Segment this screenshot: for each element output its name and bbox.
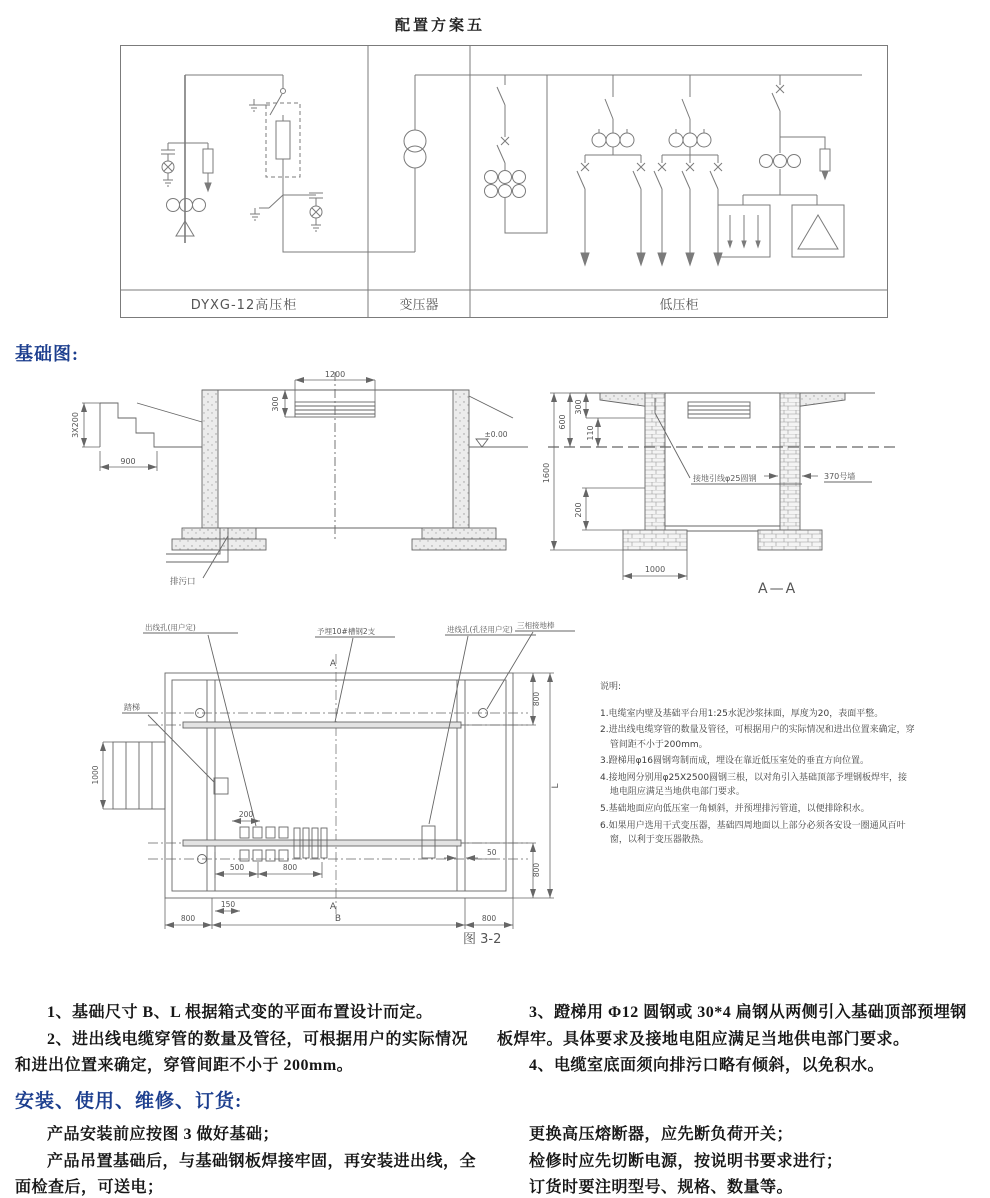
dim-1000: 1000 xyxy=(644,565,666,574)
dim-300: 300 xyxy=(271,396,280,412)
body-note-paragraph: 3、蹬梯用 Φ12 圆钢或 30*4 扁钢从两侧引入基础顶部预埋钢板焊牢。具体要求及接地电阻应满足当地供电部门要求。 xyxy=(497,1004,967,1048)
dim-800-right-bottom: 800 xyxy=(532,862,541,878)
scheme-diagram xyxy=(120,45,888,323)
plan-note-item: 1.电缆室内壁及基础平台用1:25水泥沙浆抹面，厚度为20，表面平整。 xyxy=(600,708,884,719)
aa-texts xyxy=(542,399,855,597)
marker-A-top: A xyxy=(329,659,337,669)
dim-1600: 1600 xyxy=(542,462,551,484)
section-linework xyxy=(100,372,528,578)
dim-200: 200 xyxy=(238,810,254,819)
foundation-plan-drawing xyxy=(88,612,593,967)
dim-800-bottom-right: 800 xyxy=(481,914,497,923)
body-note-paragraph: 4、电缆室底面须向排污口略有倾斜，以免积水。 xyxy=(529,1057,885,1075)
dim-800-right-top: 800 xyxy=(532,691,541,707)
install-paragraph: 更换高压熔断器，应先断负荷开关； xyxy=(529,1126,794,1143)
section-dim-texts xyxy=(71,370,508,587)
install-text-columns xyxy=(15,1122,977,1198)
plan-linework xyxy=(113,631,575,914)
scheme-svg xyxy=(120,45,888,318)
wall-370-label: 370号墙 xyxy=(824,472,856,481)
dim-800: 800 xyxy=(282,863,298,872)
foundation-body-notes xyxy=(15,1000,977,1080)
dim-3x200: 3X200 xyxy=(71,412,80,438)
lv-cabinet-schematic xyxy=(485,75,845,265)
dim-B: B xyxy=(334,914,342,924)
dim-50: 50 xyxy=(487,848,497,857)
plan-notes-heading: 说明: xyxy=(600,682,622,692)
dim-L: L xyxy=(551,783,561,789)
plan-note-item: 5.基础地面应向低压室一角倾斜，并预埋排污管道，以便排除积水。 xyxy=(600,804,870,815)
scheme-labels xyxy=(191,297,699,313)
plan-note-item: 2.进出线电缆穿管的数量及管径，可根据用户的实际情况和进出位置来确定，穿管间距不小于200mm。 xyxy=(600,725,915,750)
hv-cabinet-label: DYXG-12高压柜 xyxy=(190,298,298,313)
dim-110: 110 xyxy=(586,425,595,441)
dim-600: 600 xyxy=(558,414,567,430)
page-title: 配置方案五 xyxy=(394,18,485,34)
foundation-heading: 基础图: xyxy=(15,344,79,364)
drain-label: 排污口 xyxy=(170,577,196,587)
install-paragraph: 订货时要注明型号、规格、数量等。 xyxy=(529,1179,794,1197)
plan-note-item: 6.如果用户选用干式变压器，基础四周地面以上部分必须各安设一圈通风百叶窗，以利于变压器散热。 xyxy=(600,820,906,846)
install-paragraph: 产品安装前应按图 3 做好基础； xyxy=(47,1126,280,1143)
body-note-paragraph: 1、基础尺寸 B、L 根据箱式变的平面布置设计而定。 xyxy=(47,1004,433,1021)
section-aa-caption: A—A xyxy=(758,581,798,597)
lv-cabinet-label: 低压柜 xyxy=(659,298,699,313)
dim-200: 200 xyxy=(574,502,583,518)
body-notes-left-column xyxy=(15,1000,483,1080)
aa-dimensions xyxy=(550,393,818,580)
transformer-label: 变压器 xyxy=(399,298,439,313)
section-aa-svg xyxy=(540,378,905,603)
dim-150: 150 xyxy=(220,900,236,909)
dim-800-bottom-left: 800 xyxy=(180,914,196,923)
install-right-column xyxy=(497,1122,975,1198)
install-heading: 安装、使用、维修、订货: xyxy=(15,1091,243,1112)
body-notes-right-column xyxy=(497,1000,975,1080)
dim-1000: 1000 xyxy=(91,765,100,785)
install-paragraph: 产品吊置基础后，与基础钢板焊接牢固，再安装进出线，全面检查后，可送电； xyxy=(15,1152,477,1197)
install-left-column xyxy=(15,1122,483,1198)
ladder-label: 踏梯 xyxy=(124,703,140,712)
ground-rod-label: 三相接地棒 xyxy=(517,621,555,630)
marker-A-bottom: A xyxy=(329,902,337,912)
hv-cabinet-schematic xyxy=(161,75,415,252)
dim-900: 900 xyxy=(120,457,136,466)
figure-caption: 图 3-2 xyxy=(463,932,502,947)
ground-wire-label: 接地引线φ25圆钢 xyxy=(693,474,757,483)
dim-1200: 1200 xyxy=(324,370,346,379)
outlet-hole-label: 出线孔(用户定) xyxy=(145,623,196,632)
scheme-frame xyxy=(121,45,888,318)
plan-note-item: 4.接地网分别用φ25X2500圆钢三根，以对角引入基础顶部予埋钢板焊牢，接地电阻应满足当地供电部门要求。 xyxy=(600,772,908,798)
foundation-section-drawing xyxy=(70,368,530,608)
plan-notes xyxy=(600,680,915,850)
foundation-plan-svg xyxy=(88,612,593,962)
foundation-section-svg xyxy=(70,368,530,603)
plan-note-item: 3.蹬梯用φ16圆钢弯制而成，埋设在靠近低压室处的垂直方向位置。 xyxy=(600,756,869,767)
body-note-paragraph: 2、进出线电缆穿管的数量及管径，可根据用户的实际情况和进出位置来确定，穿管间距不小于 200mm。 xyxy=(15,1030,469,1075)
channel-steel-label: 予埋10#槽钢2支 xyxy=(317,627,376,636)
dim-300: 300 xyxy=(574,399,583,415)
dim-500: 500 xyxy=(229,863,245,872)
elevation-mark: ±0.00 xyxy=(484,430,508,439)
section-aa-drawing xyxy=(540,378,905,608)
transformer-schematic xyxy=(404,75,862,252)
install-paragraph: 检修时应先切断电源，按说明书要求进行； xyxy=(529,1152,843,1170)
inlet-hole-label: 进线孔(孔径用户定) xyxy=(447,625,513,634)
